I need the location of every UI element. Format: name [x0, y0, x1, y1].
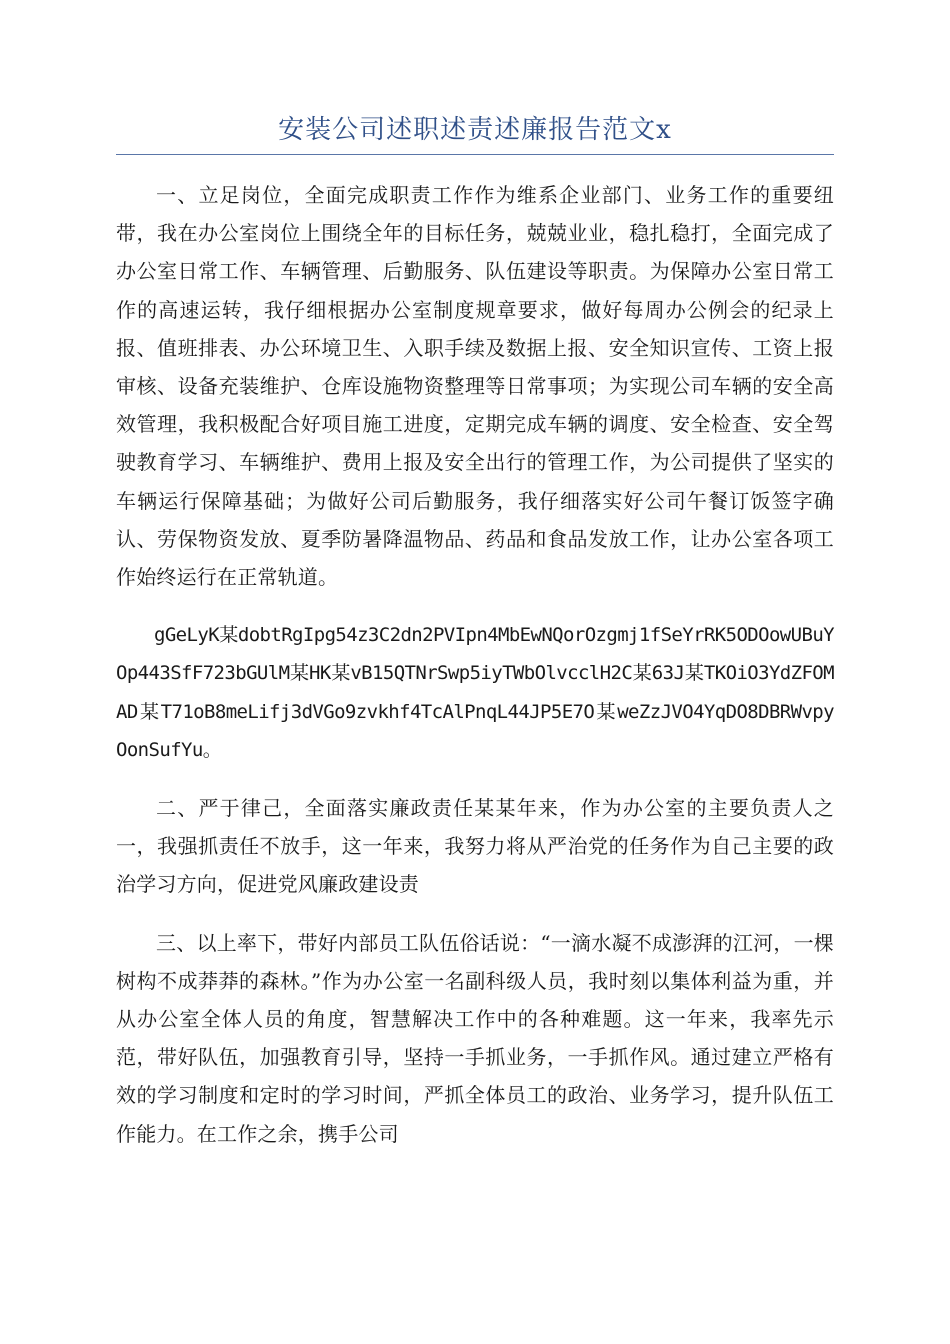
document-title: 安装公司述职述责述廉报告范文x: [278, 115, 672, 145]
title-block: [116, 112, 834, 155]
paragraph-4: 三、以上率下，带好内部员工队伍俗话说：“一滴水凝不成澎湃的江河，一棵树构不成莽莽的森林。”作为办公室一名副科级人员，我时刻以集体利益为重，并从办公室全体人员的角度，智慧解决工作中的各种难题。这一年来，我率先示范，带好队伍，加强教育引导，坚持一手抓业务，一手抓作风。通过建立严格有效的学习制度和定时的学习时间，严抓全体员工的政治、业务学习，提升队伍工作能力。在工作之余，携手公司: [116, 930, 834, 1146]
paragraph-3: 二、严于律己，全面落实廉政责任某某年来，作为办公室的主要负责人之一，我强抓责任不放手，这一年来，我努力将从严治党的任务作为自己主要的政治学习方向，促进党风廉政建设责: [116, 796, 834, 897]
paragraph-2-garbled-text: gGeLyK某dobtRgIpg54z3C2dn2PVIpn4MbEwNQorOzgmj1fSeYrRK5ODOowUBuYOp443SfF723bGUlM某HK某vB15QTNrSwp5iyTWbOlvcclH2C某63J某TKOiO3YdZFOMAD某T71oB8meLifj3dVGo9zvkhf4TcAlPnqL44JP5E7O某weZzJVO4YqDO8DBRWvpyOonSufYu。: [116, 624, 834, 761]
document-body: [116, 176, 834, 1173]
paragraph-1: 一、立足岗位，全面完成职责工作作为维系企业部门、业务工作的重要纽带，我在办公室岗位上围绕全年的目标任务，兢兢业业，稳扎稳打，全面完成了办公室日常工作、车辆管理、后勤服务、队伍建设等职责。为保障办公室日常工作的高速运转，我仔细根据办公室制度规章要求，做好每周办公例会的纪录上报、值班排表、办公环境卫生、入职手续及数据上报、安全知识宣传、工资上报审核、设备充装维护、仓库设施物资整理等日常事项；为实现公司车辆的安全高效管理，我积极配合好项目施工进度，定期完成车辆的调度、安全检查、安全驾驶教育学习、车辆维护、费用上报及安全出行的管理工作，为公司提供了坚实的车辆运行保障基础；为做好公司后勤服务，我仔细落实好公司午餐订饭签字确认、劳保物资发放、夏季防暑降温物品、药品和食品发放工作，让办公室各项工作始终运行在正常轨道。: [116, 183, 834, 590]
